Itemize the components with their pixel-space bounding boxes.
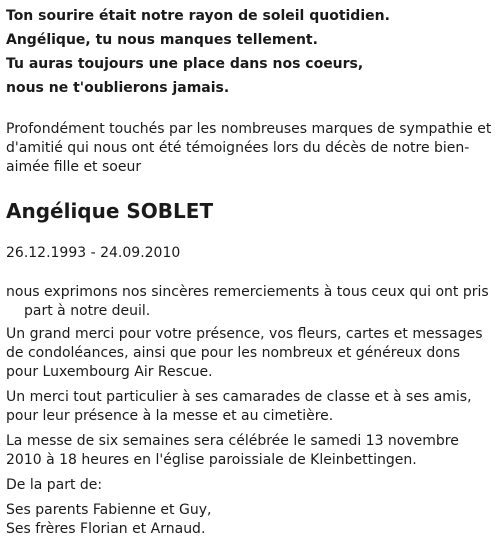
poem-line-4: nous ne t'oublierons jamais. bbox=[6, 80, 230, 96]
de-la-part-label: De la part de: bbox=[6, 477, 103, 493]
parents-line: Ses parents Fabienne et Guy, bbox=[6, 502, 212, 518]
poem-line-3: Tu auras toujours une place dans nos coeurs, bbox=[6, 56, 364, 72]
messe-paragraph: La messe de six semaines sera célébrée le samedi 13 novembre 2010 à 18 heures en l'église paroissiale de Kleinbettingen. bbox=[6, 433, 459, 468]
merci-paragraph: Un grand merci pour votre présence, vos fleurs, cartes et messages de condoléances, ainsi que pour les nombreux et généreux dons pour Luxembourg Air Rescue. bbox=[6, 326, 483, 380]
thanks-line-1: nous exprimons nos sincères remerciements à tous ceux qui ont pris bbox=[6, 284, 489, 300]
poem-block bbox=[6, 4, 496, 100]
intro-paragraph: Profondément touchés par les nombreuses marques de sympathie et d'amitié qui nous ont été témoignées lors du décès de notre bien-aimée fille et soeur bbox=[6, 121, 492, 175]
freres-line: Ses frères Florian et Arnaud. bbox=[6, 521, 206, 537]
deceased-name: Angélique SOBLET bbox=[6, 199, 214, 223]
life-dates: 26.12.1993 - 24.09.2010 bbox=[6, 245, 181, 261]
poem-line-1: Ton sourire était notre rayon de soleil quotidien. bbox=[6, 8, 390, 24]
thanks-paragraph bbox=[6, 283, 492, 321]
message-body bbox=[6, 283, 492, 539]
poem-line-2: Angélique, tu nous manques tellement. bbox=[6, 32, 318, 48]
particulier-paragraph: Un merci tout particulier à ses camarades de classe et à ses amis, pour leur présence à la messe et au cimetière. bbox=[6, 389, 472, 424]
thanks-line-2: part à notre deuil. bbox=[24, 303, 151, 319]
